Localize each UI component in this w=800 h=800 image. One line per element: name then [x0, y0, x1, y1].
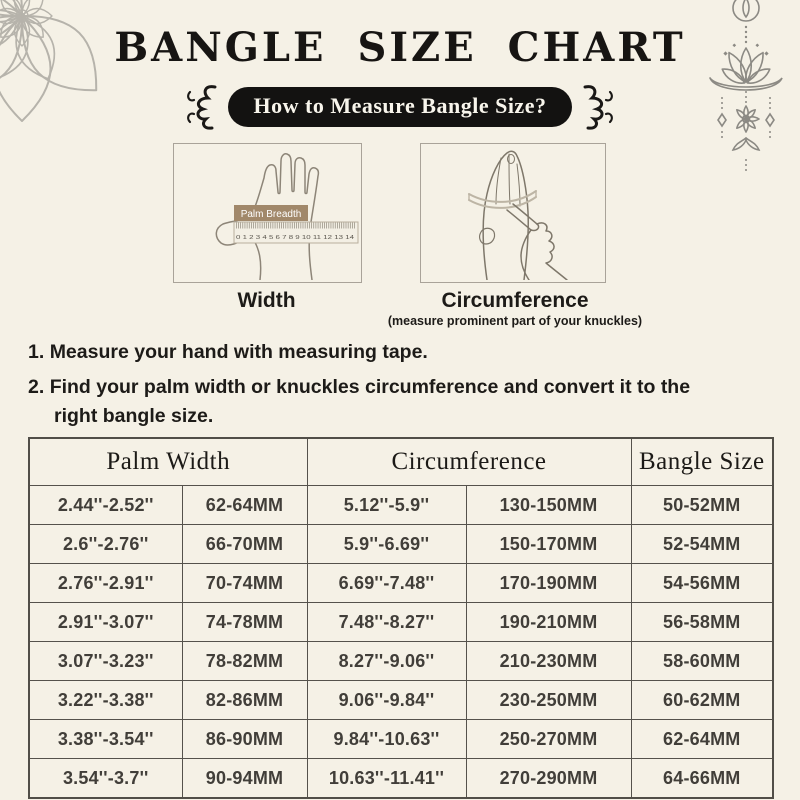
how-to-measure-banner: [0, 84, 800, 130]
table-cell: 250-270MM: [466, 720, 631, 759]
palm-breadth-label: Palm Breadth: [240, 209, 302, 220]
table-cell: 58-60MM: [631, 642, 773, 681]
table-cell: 52-54MM: [631, 525, 773, 564]
table-cell: 78-82MM: [182, 642, 307, 681]
ruler-numbers: 0 1 2 3 4 5 6 7 8 9 10 11 12 13 14: [236, 235, 354, 241]
table-cell: 86-90MM: [182, 720, 307, 759]
instruction-text: Find your palm width or knuckles circumference and convert it to the right bangle size.: [49, 376, 691, 427]
table-row: [29, 642, 773, 681]
table-cell: 210-230MM: [466, 642, 631, 681]
table-cell: 90-94MM: [182, 759, 307, 799]
table-cell: 62-64MM: [182, 486, 307, 525]
table-cell: 60-62MM: [631, 681, 773, 720]
bangle-size-table: [28, 437, 774, 799]
table-cell: 2.6''-2.76'': [29, 525, 182, 564]
table-cell: 8.27''-9.06'': [307, 642, 466, 681]
header-circumference: Circumference: [307, 438, 631, 486]
table-cell: 2.76''-2.91'': [29, 564, 182, 603]
table-cell: 6.69''-7.48'': [307, 564, 466, 603]
table-cell: 82-86MM: [182, 681, 307, 720]
table-cell: 54-56MM: [631, 564, 773, 603]
instruction-step-2: [28, 373, 718, 430]
table-row: [29, 486, 773, 525]
circumference-note: (measure prominent part of your knuckles): [387, 314, 643, 328]
table-cell: 50-52MM: [631, 486, 773, 525]
ruler: [234, 205, 358, 243]
table-cell: 70-74MM: [182, 564, 307, 603]
table-cell: 10.63''-11.41'': [307, 759, 466, 799]
table-cell: 7.48''-8.27'': [307, 603, 466, 642]
table-cell: 270-290MM: [466, 759, 631, 799]
header-palm-width: Palm Width: [29, 438, 307, 486]
table-cell: 9.06''-9.84'': [307, 681, 466, 720]
instruction-step-1: [28, 338, 718, 366]
table-cell: 5.12''-5.9'': [307, 486, 466, 525]
table-cell: 3.07''-3.23'': [29, 642, 182, 681]
table-cell: 3.22''-3.38'': [29, 681, 182, 720]
table-cell: 2.91''-3.07'': [29, 603, 182, 642]
swirl-flourish-right-icon: [580, 84, 618, 130]
finger-line: [496, 158, 501, 204]
table-cell: 66-70MM: [182, 525, 307, 564]
table-cell: 130-150MM: [466, 486, 631, 525]
table-cell: 150-170MM: [466, 525, 631, 564]
circumference-label: Circumference: [441, 289, 589, 312]
table-cell: 190-210MM: [466, 603, 631, 642]
circumference-measurement-illustration: [420, 143, 606, 283]
table-cell: 62-64MM: [631, 720, 773, 759]
how-to-measure-pill: How to Measure Bangle Size?: [228, 87, 573, 127]
table-row: [29, 525, 773, 564]
table-cell: 5.9''-6.69'': [307, 525, 466, 564]
instruction-number: 2.: [28, 376, 45, 399]
crescent-moon-icon: [733, 0, 759, 21]
width-measurement-illustration: [173, 143, 362, 283]
table-cell: 74-78MM: [182, 603, 307, 642]
leaf-sprig-icon: [733, 138, 759, 150]
table-cell: 3.54''-3.7'': [29, 759, 182, 799]
size-table-container: [28, 437, 774, 799]
width-label: Width: [237, 289, 296, 312]
size-table-body: [29, 486, 773, 799]
thumb-knuckle: [480, 228, 495, 244]
table-cell: 56-58MM: [631, 603, 773, 642]
page-title: BANGLE SIZE CHART: [114, 24, 686, 71]
instructions-list: [28, 338, 718, 437]
table-cell: 9.84''-10.63'': [307, 720, 466, 759]
table-cell: 230-250MM: [466, 681, 631, 720]
header-bangle-size: Bangle Size: [631, 438, 773, 486]
instruction-number: 1.: [28, 341, 45, 363]
table-cell: 64-66MM: [631, 759, 773, 799]
table-row: [29, 759, 773, 799]
finger-line: [509, 154, 510, 204]
pointing-hand-outline: [507, 204, 567, 280]
table-row: [29, 720, 773, 759]
table-cell: 2.44''-2.52'': [29, 486, 182, 525]
table-row: [29, 603, 773, 642]
table-row: [29, 564, 773, 603]
table-cell: 3.38''-3.54'': [29, 720, 182, 759]
swirl-flourish-left-icon: [182, 84, 220, 130]
table-header-row: [29, 438, 773, 486]
instruction-text: Measure your hand with measuring tape.: [49, 341, 428, 363]
table-cell: 170-190MM: [466, 564, 631, 603]
table-row: [29, 681, 773, 720]
